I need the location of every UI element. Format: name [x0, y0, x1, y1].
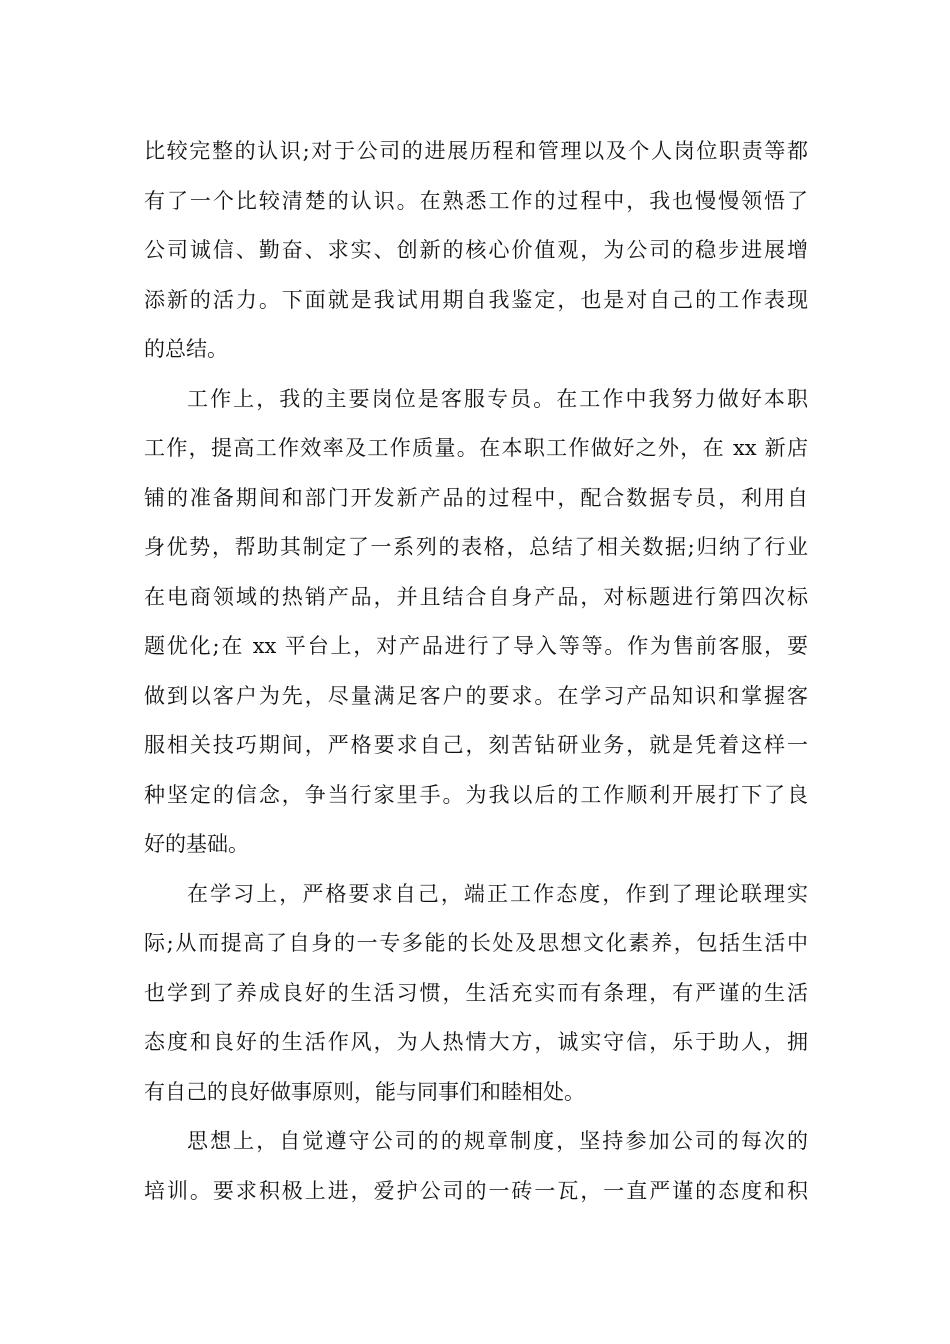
text-line: 比较完整的认识;对于公司的进展历程和管理以及个人岗位职责等都 — [144, 139, 808, 163]
text-line: 也学到了养成良好的生活习惯，生活充实而有条理，有严谨的生活 — [144, 980, 808, 1005]
text-line: 思想上，自觉遵守公司的的规章制度，坚持参加公司的每次的 — [187, 1129, 808, 1153]
text-line: 的总结。 — [144, 337, 228, 361]
text-line: 公司诚信、勤奋、求实、创新的核心价值观，为公司的稳步进展增 — [144, 238, 808, 262]
text-line: 题优化;在 xx 平台上，对产品进行了导入等等。作为售前客服，要 — [144, 634, 808, 658]
body-text — [144, 133, 808, 1222]
text-line: 际;从而提高了自身的一专多能的长处及思想文化素养，包括生活中 — [144, 931, 808, 955]
text-line: 服相关技巧期间，严格要求自己，刻苦钻研业务，就是凭着这样一 — [144, 733, 808, 757]
text-line: 做到以客户为先，尽量满足客户的要求。在学习产品知识和掌握客 — [144, 683, 808, 708]
text-line: 好的基础。 — [144, 832, 249, 856]
text-line: 有自己的良好做事原则，能与同事们和睦相处。 — [144, 1079, 585, 1104]
text-line: 铺的准备期间和部门开发新产品的过程中，配合数据专员，利用自 — [144, 485, 808, 510]
text-line: 工作上，我的主要岗位是客服专员。在工作中我努力做好本职 — [187, 386, 808, 411]
text-line: 有了一个比较清楚的认识。在熟悉工作的过程中，我也慢慢领悟了 — [144, 188, 808, 213]
text-line: 在电商领域的热销产品，并且结合自身产品，对标题进行第四次标 — [144, 584, 808, 609]
text-line: 添新的活力。下面就是我试用期自我鉴定，也是对自己的工作表现 — [144, 287, 808, 312]
text-line: 态度和良好的生活作风，为人热情大方，诚实守信，乐于助人，拥 — [144, 1030, 808, 1054]
text-line: 在学习上，严格要求自己，端正工作态度，作到了理论联理实 — [187, 881, 808, 906]
text-line: 身优势，帮助其制定了一系列的表格，总结了相关数据;归纳了行业 — [144, 535, 808, 559]
text-line: 培训。要求积极上进，爱护公司的一砖一瓦，一直严谨的态度和积 — [144, 1178, 808, 1203]
text-line: 种坚定的信念，争当行家里手。为我以后的工作顺利开展打下了良 — [144, 782, 808, 807]
text-line: 工作，提高工作效率及工作质量。在本职工作做好之外，在 xx 新店 — [144, 436, 808, 460]
